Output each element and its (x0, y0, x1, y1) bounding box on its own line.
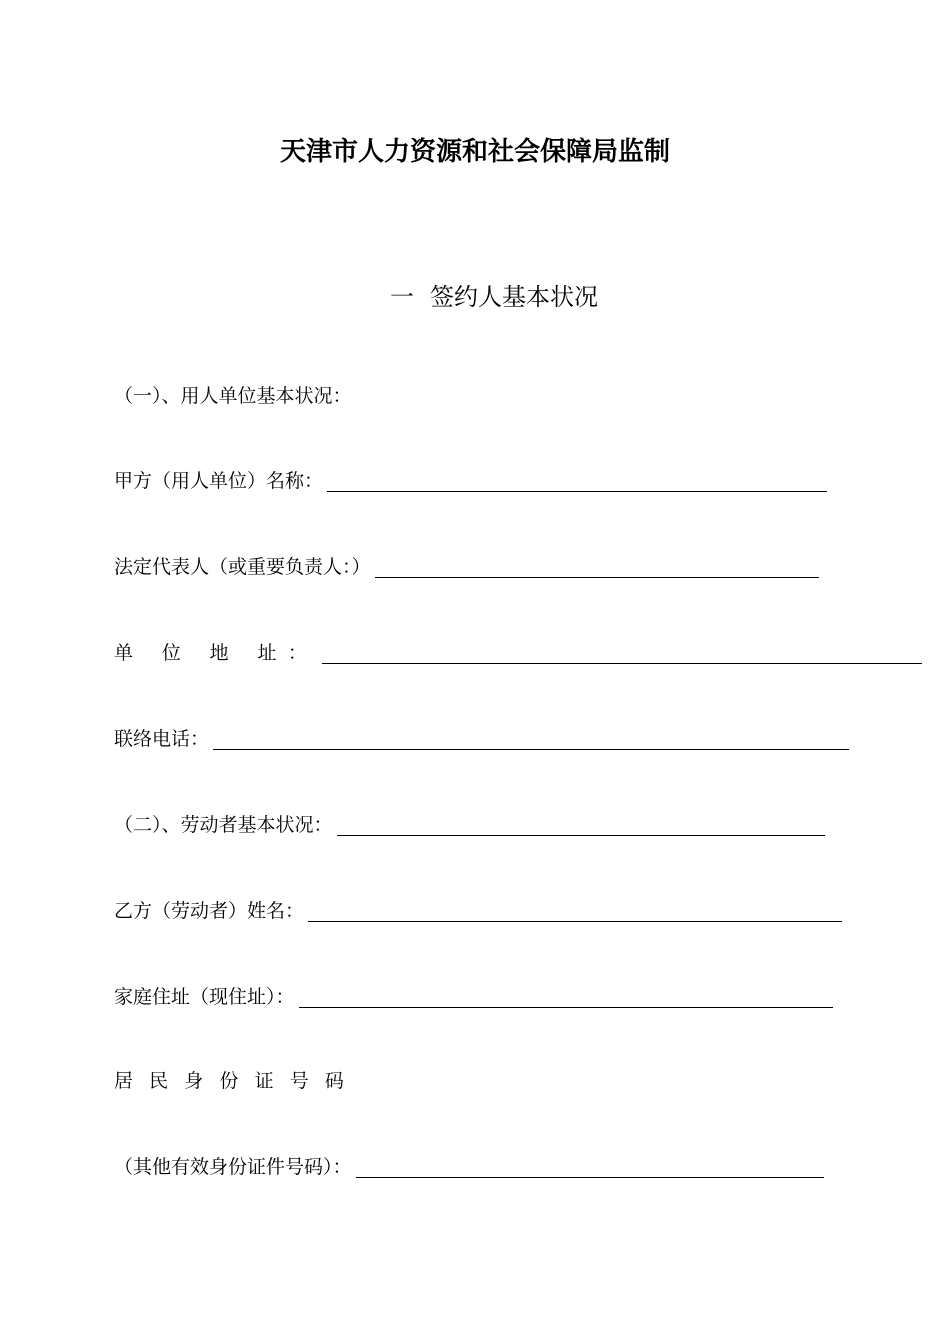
worker-section-label: （二）、劳动者基本状况： (114, 814, 333, 836)
employer-name-label: 甲方（用人单位）名称： (114, 470, 324, 492)
employer-phone-field[interactable] (213, 727, 849, 750)
worker-name-row (114, 894, 842, 924)
legal-rep-row (114, 550, 819, 580)
home-address-label: 家庭住址（现住址）： (114, 986, 295, 1008)
worker-name-field[interactable] (308, 899, 842, 922)
employer-name-field[interactable] (327, 469, 827, 492)
worker-name-label: 乙方（劳动者）姓名： (114, 900, 305, 922)
worker-section-field[interactable] (337, 813, 825, 836)
employer-section-row (114, 379, 352, 409)
legal-rep-field[interactable] (375, 555, 819, 578)
document-title: 天津市人力资源和社会保障局监制 (279, 137, 670, 167)
employer-address-row (114, 636, 922, 666)
id-number-label: 居民身份证号码 (114, 1070, 361, 1092)
employer-name-row (114, 464, 827, 494)
section-heading (390, 280, 598, 314)
employer-address-label: 单 位 地 址： (114, 642, 319, 664)
id-number-row (114, 1064, 360, 1094)
worker-section-row (114, 808, 825, 838)
home-address-field[interactable] (299, 985, 833, 1008)
employer-section-label: （一）、用人单位基本状况： (114, 385, 352, 407)
home-address-row (114, 980, 833, 1010)
other-id-field[interactable] (356, 1155, 824, 1178)
other-id-row (114, 1150, 824, 1180)
section-heading-text: 签约人基本状况 (430, 283, 598, 311)
employer-phone-label: 联络电话： (114, 728, 210, 750)
employer-address-field[interactable] (322, 641, 922, 664)
legal-rep-label: 法定代表人（或重要负责人：） (114, 556, 371, 578)
other-id-label: （其他有效身份证件号码）： (114, 1156, 352, 1178)
employer-phone-row (114, 722, 849, 752)
section-number: 一 (390, 283, 414, 311)
